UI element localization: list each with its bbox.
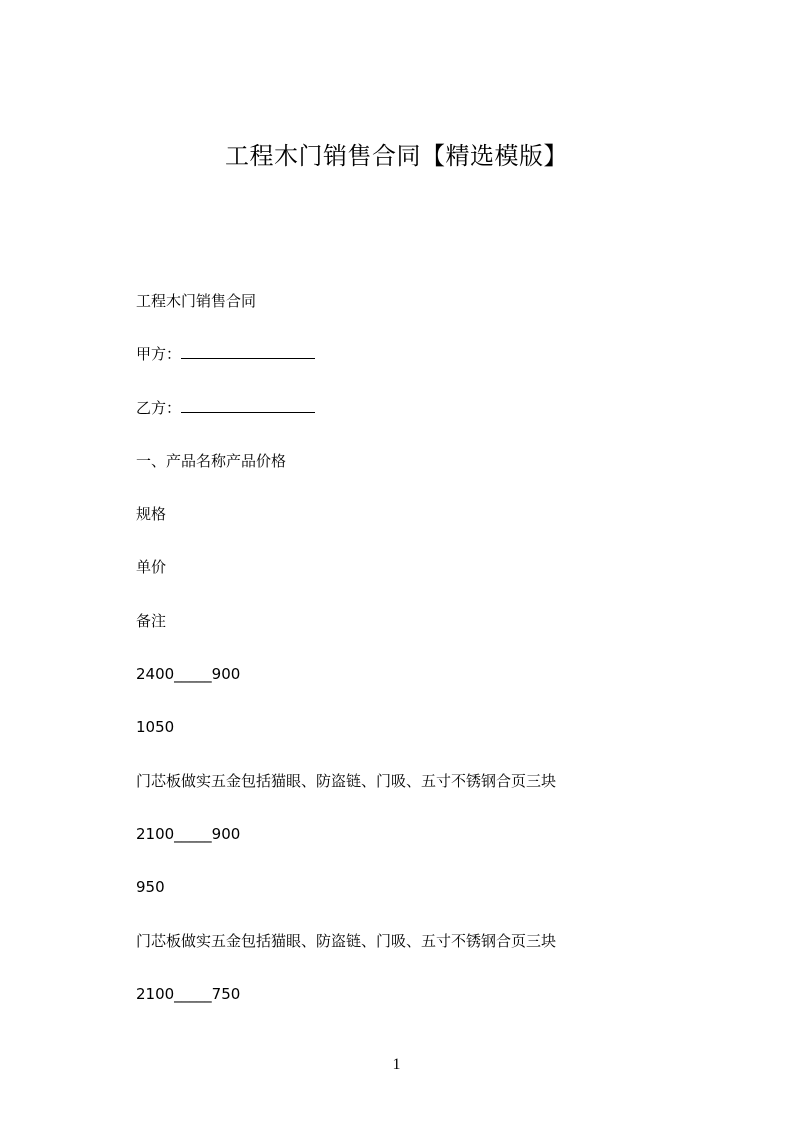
contract-heading: 工程木门销售合同 <box>136 292 257 310</box>
paragraph: 1050 <box>136 718 175 736</box>
paragraph: 备注 <box>136 612 167 630</box>
paragraph: 950 <box>136 878 165 896</box>
paragraph: 规格 <box>136 505 167 523</box>
party-b-blank <box>181 398 315 413</box>
party-a-label: 甲方： <box>136 345 182 363</box>
party-a-blank <box>181 344 315 359</box>
page-number: 1 <box>392 1056 401 1073</box>
party-a-line <box>136 344 315 364</box>
section-heading: 一、产品名称产品价格 <box>136 452 287 470</box>
paragraph: 门芯板做实五金包括猫眼、防盗链、门吸、五寸不锈钢合页三块 <box>136 932 557 950</box>
document-title: 工程木门销售合同【精选模版】 <box>225 142 568 170</box>
paragraph: 门芯板做实五金包括猫眼、防盗链、门吸、五寸不锈钢合页三块 <box>136 772 557 790</box>
party-b-line <box>136 398 315 418</box>
paragraph: 单价 <box>136 558 167 576</box>
paragraph: 2100_____900 <box>136 825 241 843</box>
paragraph: 2400_____900 <box>136 665 241 683</box>
paragraph: 2100_____750 <box>136 985 241 1003</box>
party-b-label: 乙方： <box>136 399 182 417</box>
